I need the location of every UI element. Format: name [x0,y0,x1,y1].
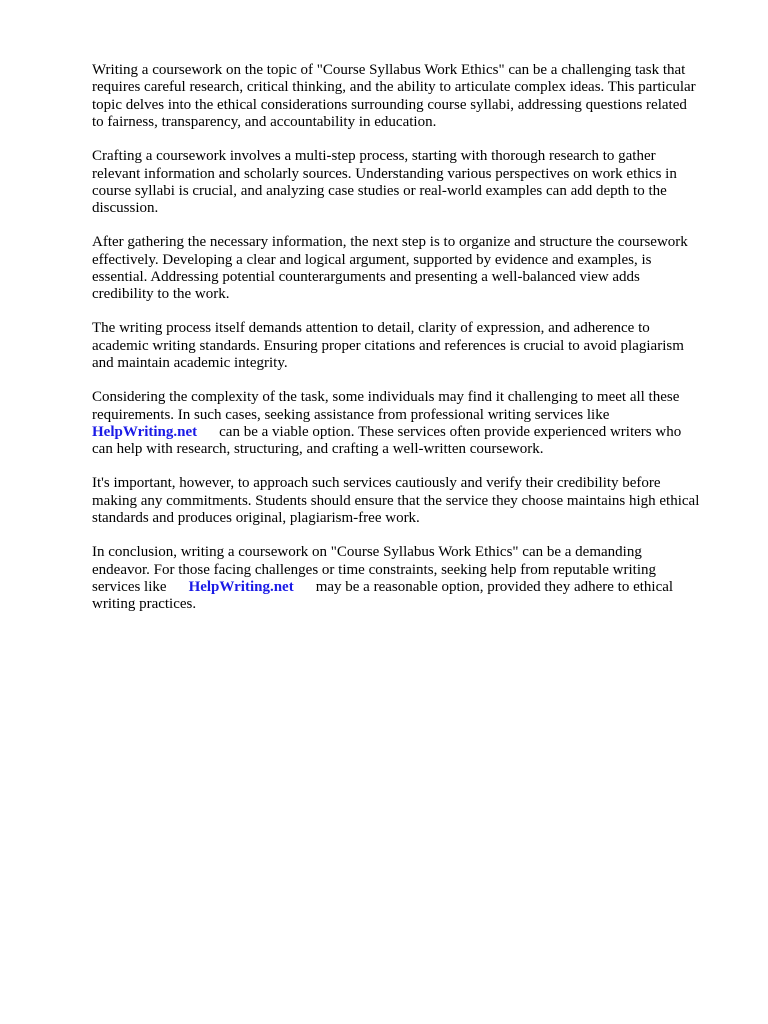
paragraph-caution [92,475,732,527]
text-line: course syllabi is crucial, and analyzing case studies or real-world examples can add depth to the [92,182,667,199]
text-line: Crafting a coursework involves a multi-step process, starting with thorough research to gather [92,148,656,165]
text-line: academic writing standards. Ensuring proper citations and references is crucial to avoid plagiarism [92,337,684,354]
text-line-with-link [92,579,732,596]
text-line: It's important, however, to approach such services cautiously and verify their credibility before [92,475,661,492]
text-line: and maintain academic integrity. [92,355,288,372]
text-line: making any commitments. Students should ensure that the service they choose maintains high ethical [92,492,700,509]
text-line: can help with research, structuring, and crafting a well-written coursework. [92,441,544,458]
text-line: topic delves into the ethical considerations surrounding course syllabi, addressing questions related [92,96,687,113]
text-line: requirements. In such cases, seeking assistance from professional writing services like [92,406,610,423]
text-line: In conclusion, writing a coursework on "Course Syllabus Work Ethics" can be a demanding [92,544,642,561]
document-page [92,62,732,630]
text-line-with-link [92,424,732,441]
helpwriting-link[interactable]: HelpWriting.net [188,578,294,595]
paragraph-crafting [92,148,732,218]
text-line: endeavor. For those facing challenges or time constraints, seeking help from reputable writing [92,561,657,578]
paragraph-intro [92,62,732,132]
text-fragment: may be a reasonable option, provided they adhere to ethical [315,578,674,595]
text-line: to fairness, transparency, and accountability in education. [92,114,437,131]
text-fragment: can be a viable option. These services often provide experienced writers who [219,424,682,441]
text-line: requires careful research, critical thinking, and the ability to articulate complex ideas. This particular [92,79,696,96]
text-line: writing practices. [92,596,197,613]
text-line: discussion. [92,200,159,217]
text-line: After gathering the necessary information, the next step is to organize and structure the coursework [92,234,688,251]
text-line: Writing a coursework on the topic of "Course Syllabus Work Ethics" can be a challenging task that [92,62,686,78]
helpwriting-link[interactable]: HelpWriting.net [92,424,198,441]
paragraph-structure [92,234,732,304]
text-line: Considering the complexity of the task, some individuals may find it challenging to meet all these [92,389,680,406]
paragraph-writing-process [92,320,732,372]
paragraph-conclusion [92,544,732,614]
text-line: relevant information and scholarly sources. Understanding various perspectives on work ethics in [92,165,677,182]
text-line: essential. Addressing potential counterarguments and presenting a well-balanced view adds [92,269,640,286]
paragraph-assistance [92,389,732,459]
text-line: effectively. Developing a clear and logical argument, supported by evidence and examples, is [92,251,652,268]
text-line: credibility to the work. [92,286,230,303]
text-line: The writing process itself demands attention to detail, clarity of expression, and adherence to [92,320,650,337]
text-fragment: services like [92,578,167,595]
text-line: standards and produces original, plagiarism-free work. [92,510,420,527]
